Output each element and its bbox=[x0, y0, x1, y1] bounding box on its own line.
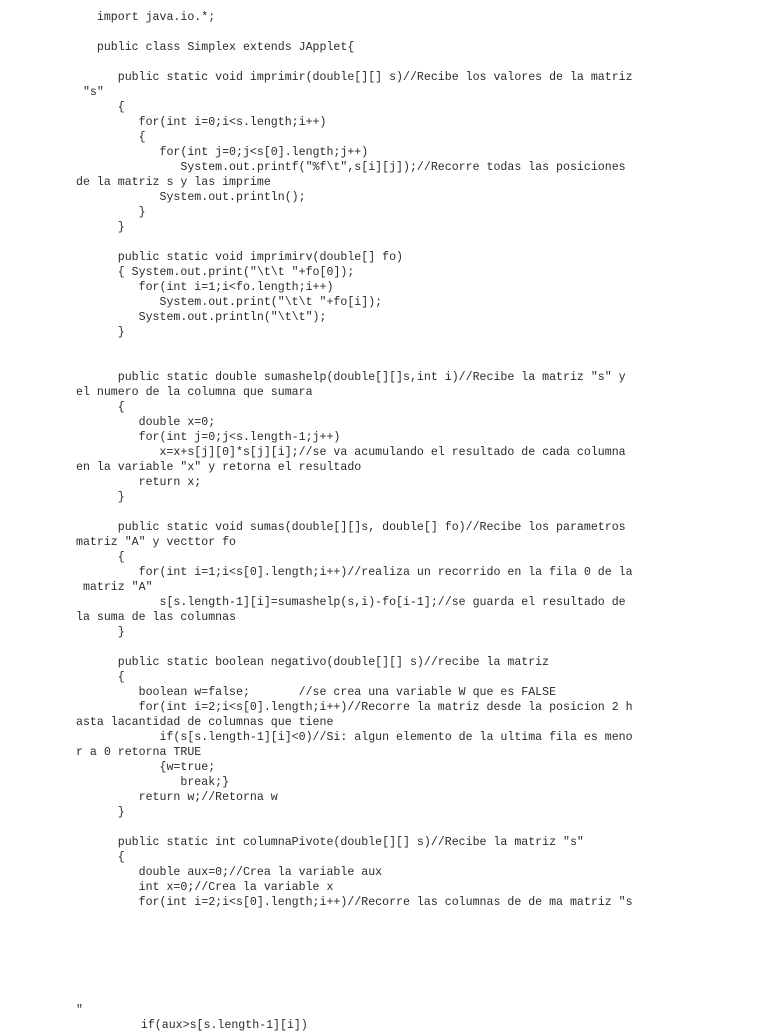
code-line: for(int i=1;i<fo.length;i++) bbox=[76, 281, 334, 294]
code-line: {w=true; bbox=[76, 761, 216, 774]
code-line: for(int j=0;j<s.length-1;j++) bbox=[76, 431, 341, 444]
code-line: double x=0; bbox=[76, 416, 216, 429]
code-line: for(int i=2;i<s[0].length;i++)//Recorre la matriz desde la posicion 2 h bbox=[76, 701, 633, 714]
code-line: { System.out.print("\t\t "+fo[0]); bbox=[76, 266, 355, 279]
code-line bbox=[76, 235, 756, 250]
code-line: public static void imprimirv(double[] fo) bbox=[76, 251, 403, 264]
code-line: public class Simplex extends JApplet{ bbox=[76, 41, 355, 54]
code-line: return w;//Retorna w bbox=[76, 791, 278, 804]
code-line: } bbox=[76, 806, 125, 819]
code-line bbox=[76, 355, 756, 370]
code-line: matriz "A" bbox=[76, 581, 153, 594]
code-line: boolean w=false; //se crea una variable W que es FALSE bbox=[76, 686, 557, 699]
code-line: public static int columnaPivote(double[][] s)//Recibe la matriz "s" bbox=[76, 836, 584, 849]
code-line: { bbox=[76, 551, 125, 564]
code-line: public static boolean negativo(double[][] s)//recibe la matriz bbox=[76, 656, 550, 669]
code-line: break;} bbox=[76, 776, 230, 789]
code-line bbox=[76, 820, 756, 835]
code-line: } bbox=[76, 326, 125, 339]
page-bottom-cut-line: if(aux>s[s.length-1][i]) bbox=[120, 1019, 308, 1032]
code-line: for(int i=0;i<s.length;i++) bbox=[76, 116, 327, 129]
code-line: public static void imprimir(double[][] s)//Recibe los valores de la matriz bbox=[76, 71, 633, 84]
code-line bbox=[76, 340, 756, 355]
code-line: el numero de la columna que sumara bbox=[76, 386, 313, 399]
code-line: asta lacantidad de columnas que tiene bbox=[76, 716, 334, 729]
code-line: double aux=0;//Crea la variable aux bbox=[76, 866, 383, 879]
code-line: return x; bbox=[76, 476, 202, 489]
code-line: la suma de las columnas bbox=[76, 611, 237, 624]
code-line: int x=0;//Crea la variable x bbox=[76, 881, 334, 894]
code-line bbox=[76, 505, 756, 520]
code-line: en la variable "x" y retorna el resultado bbox=[76, 461, 362, 474]
code-line: { bbox=[76, 401, 125, 414]
code-line: de la matriz s y las imprime bbox=[76, 176, 271, 189]
code-line: r a 0 retorna TRUE bbox=[76, 746, 202, 759]
code-line: } bbox=[76, 491, 125, 504]
code-line: } bbox=[76, 206, 146, 219]
code-line: System.out.println("\t\t"); bbox=[76, 311, 327, 324]
code-line bbox=[76, 55, 756, 70]
code-line: x=x+s[j][0]*s[j][i];//se va acumulando el resultado de cada columna bbox=[76, 446, 626, 459]
code-line: public static double sumashelp(double[][]s,int i)//Recibe la matriz "s" y bbox=[76, 371, 626, 384]
code-line: for(int i=2;i<s[0].length;i++)//Recorre las columnas de de ma matriz "s bbox=[76, 896, 633, 909]
code-line: if(s[s.length-1][i]<0)//Si: algun elemento de la ultima fila es meno bbox=[76, 731, 633, 744]
code-line: { bbox=[76, 671, 125, 684]
code-line: } bbox=[76, 221, 125, 234]
code-line: } bbox=[76, 626, 125, 639]
code-line: import java.io.*; bbox=[76, 11, 216, 24]
code-line: { bbox=[76, 131, 146, 144]
code-line: System.out.printf("%f\t",s[i][j]);//Recorre todas las posiciones bbox=[76, 161, 626, 174]
code-line: public static void sumas(double[][]s, double[] fo)//Recibe los parametros bbox=[76, 521, 626, 534]
page-bottom-fragment: " bbox=[76, 1004, 83, 1017]
code-line: matriz "A" y vecttor fo bbox=[76, 536, 237, 549]
code-line: "s" bbox=[76, 86, 104, 99]
code-line bbox=[76, 25, 756, 40]
code-line: s[s.length-1][i]=sumashelp(s,i)-fo[i-1];//se guarda el resultado de bbox=[76, 596, 626, 609]
code-line: System.out.println(); bbox=[76, 191, 306, 204]
code-line: for(int j=0;j<s[0].length;j++) bbox=[76, 146, 369, 159]
code-line: System.out.print("\t\t "+fo[i]); bbox=[76, 296, 383, 309]
code-line bbox=[76, 640, 756, 655]
code-line: { bbox=[76, 851, 125, 864]
code-line: { bbox=[76, 101, 125, 114]
java-source-code bbox=[76, 10, 756, 910]
code-line: for(int i=1;i<s[0].length;i++)//realiza un recorrido en la fila 0 de la bbox=[76, 566, 633, 579]
